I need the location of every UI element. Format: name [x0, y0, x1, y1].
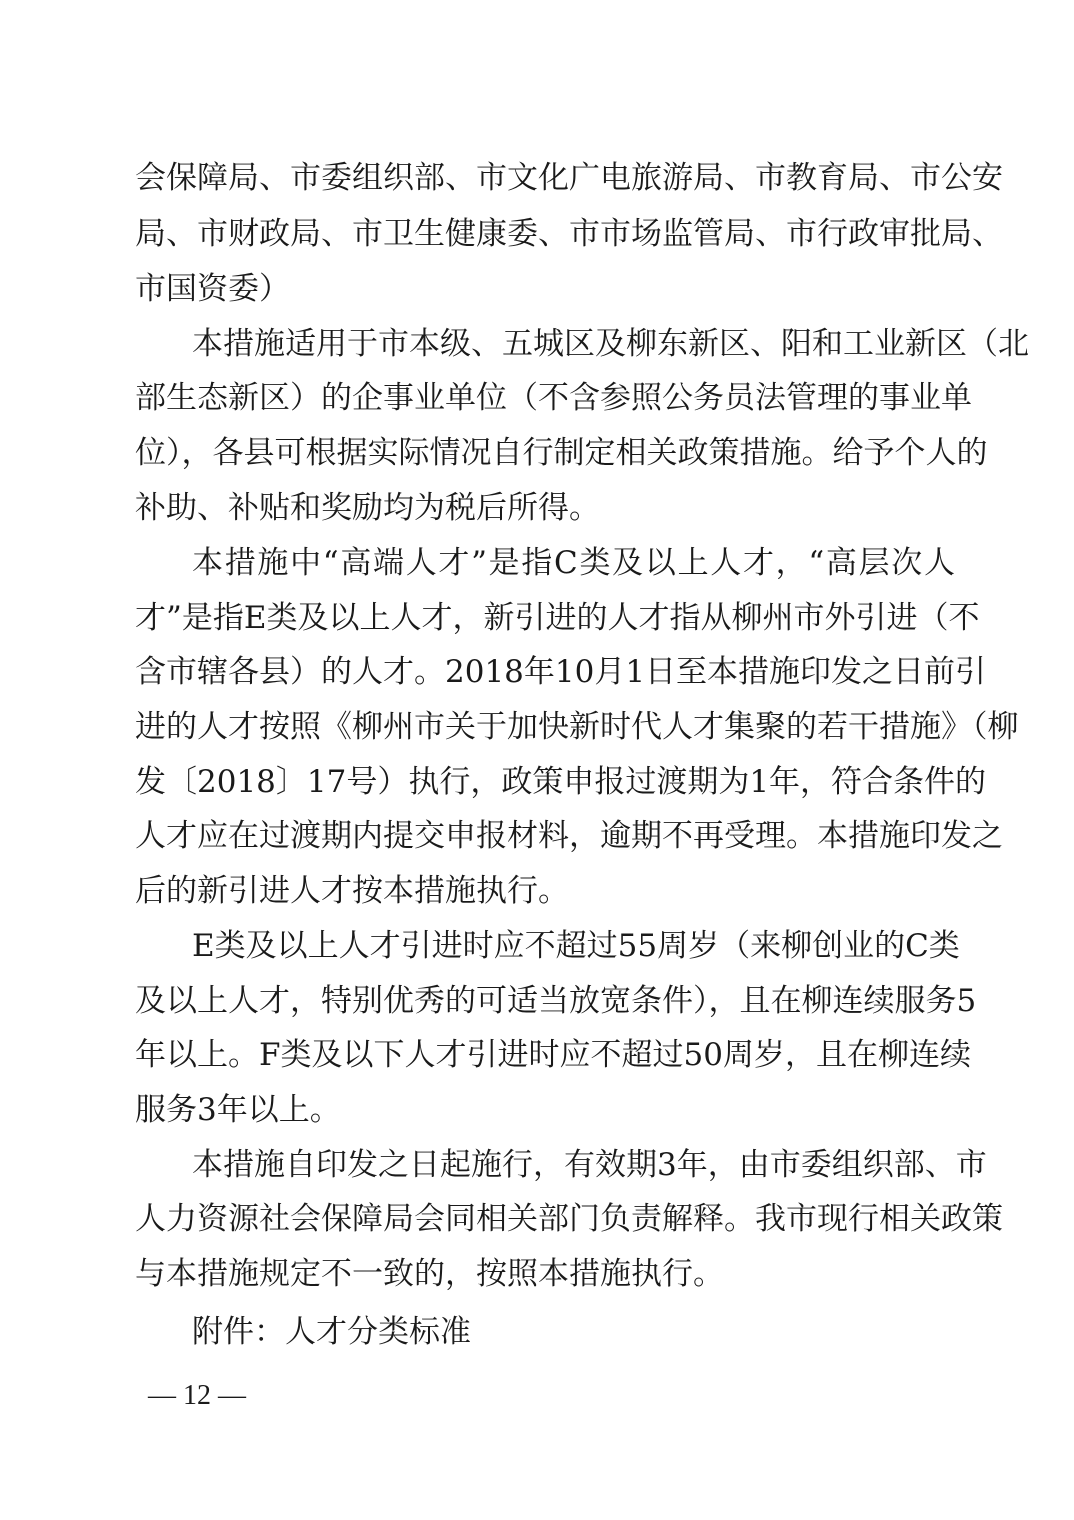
paragraph-line: 会保障局、市委组织部、市文化广电旅游局、市教育局、市公安: [135, 160, 1003, 196]
attachment-note: 附件：人才分类标准: [192, 1314, 471, 1350]
paragraph-line: 含市辖各县）的人才。2018年10月1日至本措施印发之日前引: [135, 654, 987, 690]
paragraph-line: 人力资源社会保障局会同相关部门负责解释。我市现行相关政策: [135, 1201, 1003, 1237]
paragraph-line: 市国资委）: [135, 271, 290, 307]
paragraph-line: 服务3年以上。: [135, 1092, 341, 1128]
paragraph-line: 人才应在过渡期内提交申报材料，逾期不再受理。本措施印发之: [135, 818, 1003, 854]
paragraph-line: 年以上。F类及以下人才引进时应不超过50周岁，且在柳连续: [135, 1037, 971, 1073]
paragraph-line: 发〔2018〕17号）执行，政策申报过渡期为1年，符合条件的: [135, 764, 987, 800]
paragraph-line: 进的人才按照《柳州市关于加快新时代人才集聚的若干措施》（柳: [135, 709, 1019, 745]
paragraph-line: 与本措施规定不一致的，按照本措施执行。: [135, 1256, 724, 1292]
page-number: — 12 —: [148, 1380, 246, 1411]
paragraph-line: 本措施中“高端人才”是指C类及以上人才，“高层次人: [192, 545, 955, 581]
paragraph-line: 补助、补贴和奖励均为税后所得。: [135, 490, 600, 526]
paragraph-line: 本措施自印发之日起施行，有效期3年，由市委组织部、市: [192, 1147, 987, 1183]
paragraph-line: 本措施适用于市本级、五城区及柳东新区、阳和工业新区（北: [192, 326, 1029, 362]
paragraph-line: 后的新引进人才按本措施执行。: [135, 873, 569, 909]
paragraph-line: 局、市财政局、市卫生健康委、市市场监管局、市行政审批局、: [135, 216, 1003, 252]
paragraph-line: 才”是指E类及以上人才，新引进的人才指从柳州市外引进（不: [135, 600, 980, 636]
paragraph-line: 部生态新区）的企事业单位（不含参照公务员法管理的事业单: [135, 380, 972, 416]
paragraph-line: 位），各县可根据实际情况自行制定相关政策措施。给予个人的: [135, 435, 988, 471]
paragraph-line: 及以上人才，特别优秀的可适当放宽条件），且在柳连续服务5: [135, 983, 977, 1019]
paragraph-line: E类及以上人才引进时应不超过55周岁（来柳创业的C类: [192, 928, 960, 964]
